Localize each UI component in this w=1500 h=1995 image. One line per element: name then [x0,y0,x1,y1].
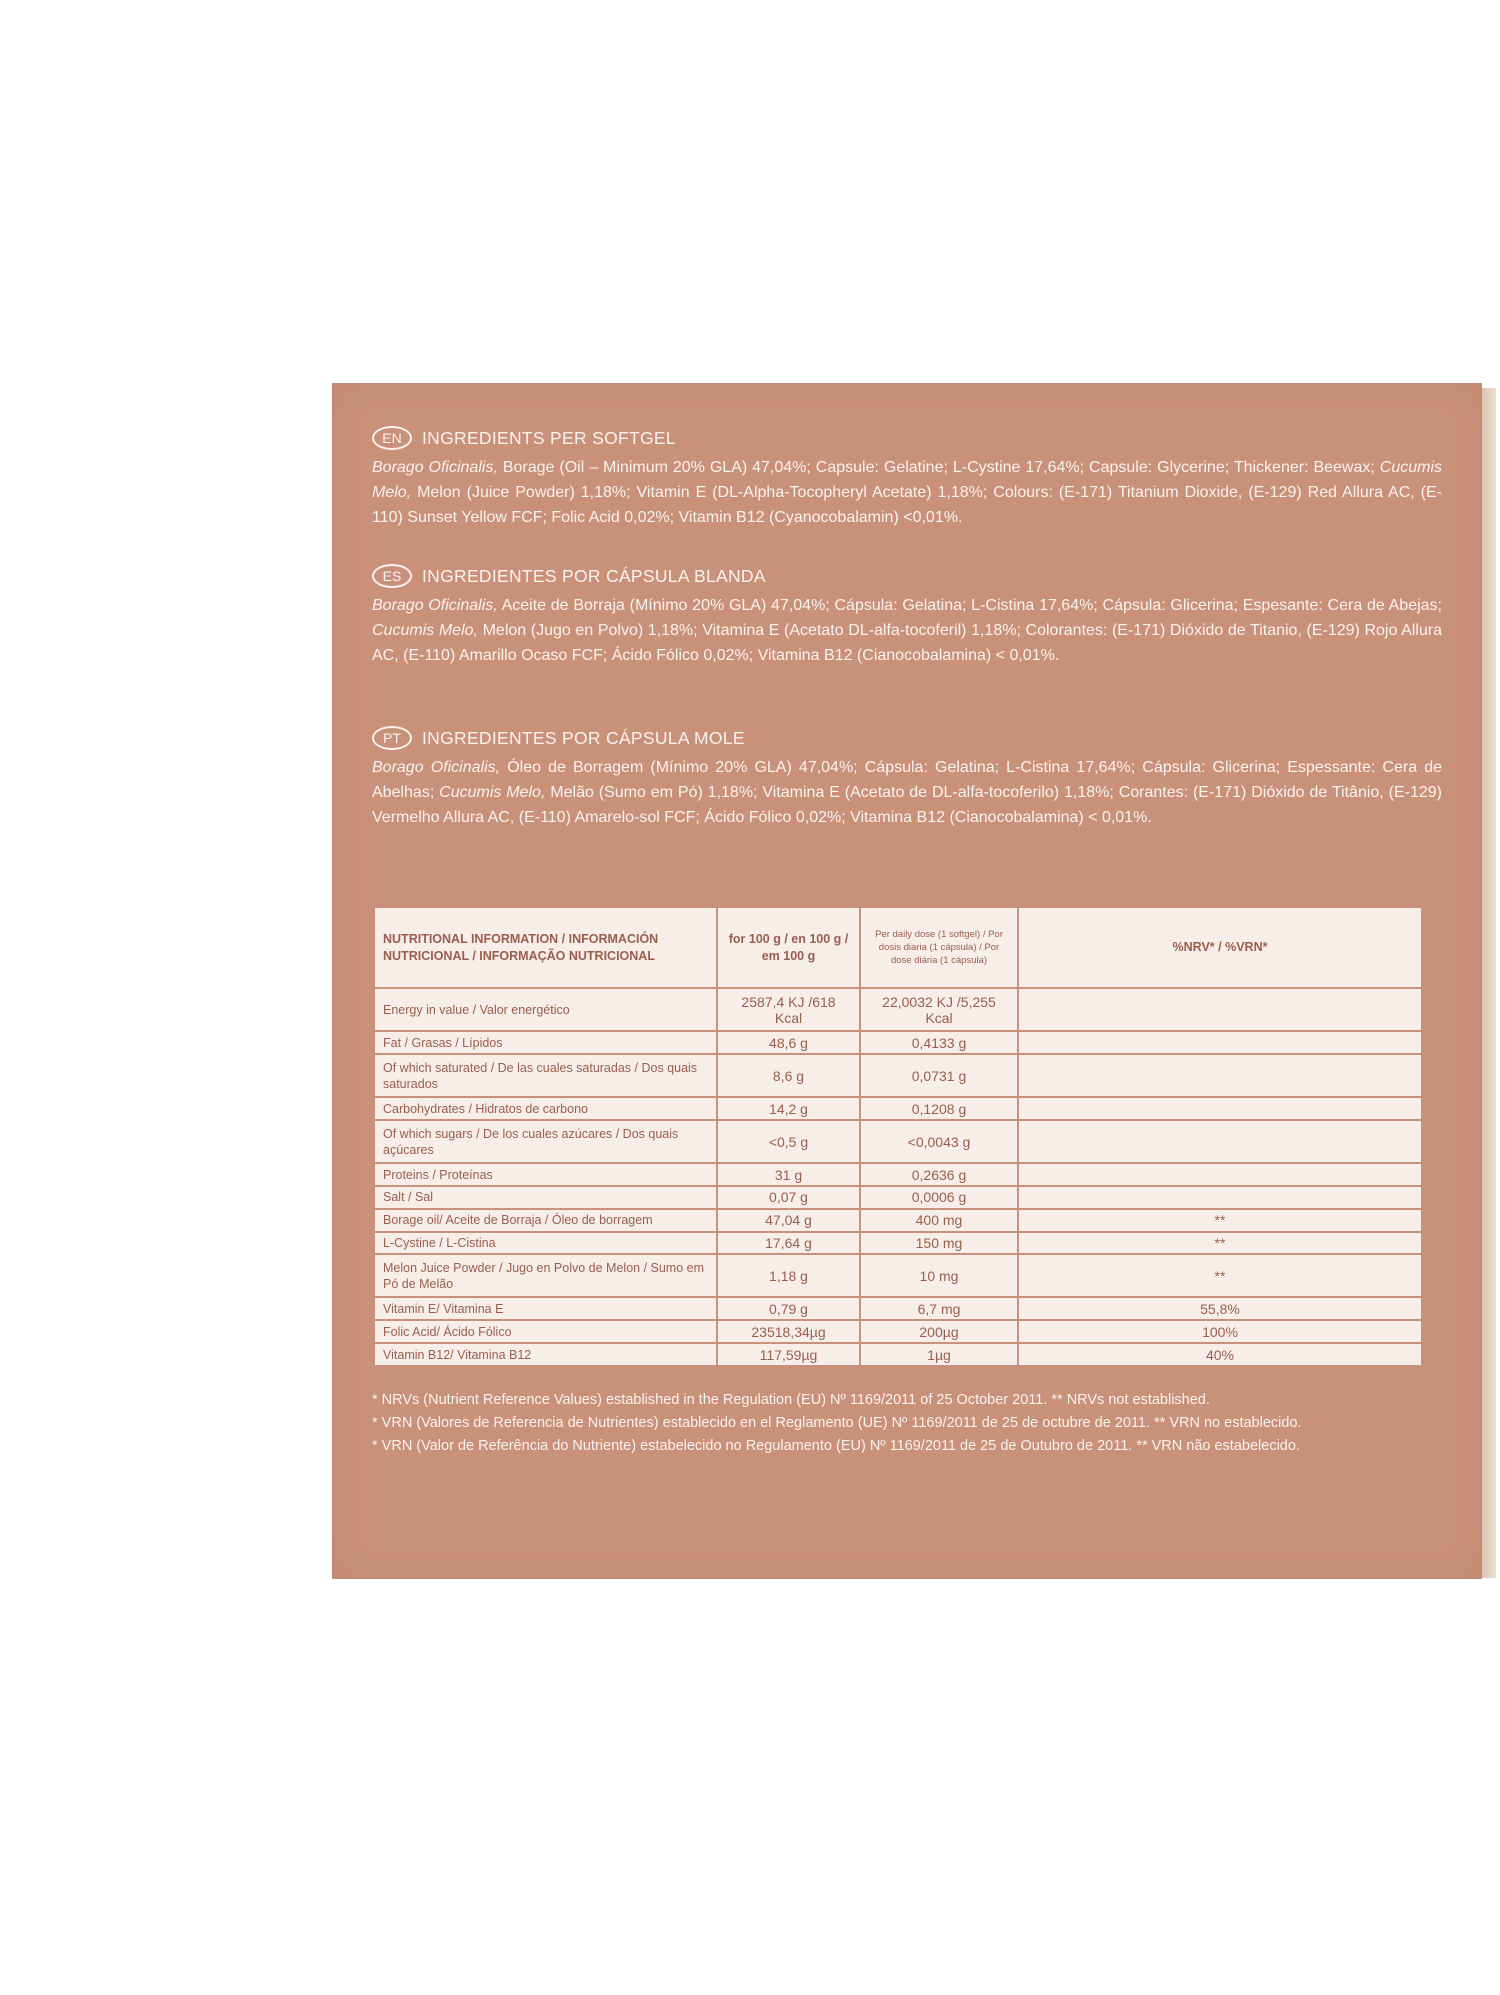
footnotes [372,1389,1447,1458]
cell-nutrient: Of which saturated / De las cuales saturadas / Dos quais saturados [374,1054,717,1097]
cell-per-dose: 0,0731 g [860,1054,1018,1097]
section-es [372,561,1442,668]
cell-per-100g: 48,6 g [717,1031,860,1054]
table-row [374,1097,1422,1120]
section-heading [372,723,1442,753]
table-row [374,1209,1422,1232]
cell-nrv [1018,1120,1422,1163]
footnote-en: * NRVs (Nutrient Reference Values) established in the Regulation (EU) Nº 1169/2011 of 25 October 2011. ** NRVs not established. [372,1392,1210,1408]
cell-nrv [1018,1054,1422,1097]
box-side-edge [1482,388,1496,1578]
cell-per-dose: <0,0043 g [860,1120,1018,1163]
ingredients-part2: Melon (Juice Powder) 1,18%; Vitamin E (DL-Alpha-Tocopheryl Acetate) 1,18%; Colours: (E-171) Titanium Dioxide, (E-129) Red Allura AC, (E-110) Sunset Yellow FCF; Folic Acid 0,02%; Vitamin B12 (Cyanocobalamin) <0,01%. [372,484,1442,526]
table-row [374,1120,1422,1163]
section-pt [372,723,1442,830]
cell-nutrient: Proteins / Proteínas [374,1163,717,1186]
section-heading [372,423,1442,453]
cell-per-dose: 150 mg [860,1232,1018,1255]
ingredients-panel [332,383,1482,1579]
cell-per-dose: 0,1208 g [860,1097,1018,1120]
cell-nrv: 40% [1018,1343,1422,1366]
cell-per-100g: 1,18 g [717,1254,860,1297]
section-en [372,423,1442,530]
cell-nrv [1018,1186,1422,1209]
cell-per-100g: 2587,4 KJ /618 Kcal [717,988,860,1031]
cell-nrv [1018,988,1422,1031]
cell-per-dose: 22,0032 KJ /5,255 Kcal [860,988,1018,1031]
header-per-dose: Per daily dose (1 softgel) / Por dosis diaria (1 cápsula) / Por dose diária (1 cápsula) [860,907,1018,988]
cell-per-dose: 0,4133 g [860,1031,1018,1054]
nutrition-table-grid [373,906,1423,1367]
cell-nutrient: Melon Juice Powder / Jugo en Polvo de Melon / Sumo em Pó de Melão [374,1254,717,1297]
header-nrv: %NRV* / %VRN* [1018,907,1422,988]
cell-nrv: ** [1018,1232,1422,1255]
cell-per-dose: 6,7 mg [860,1297,1018,1320]
cell-nrv [1018,1031,1422,1054]
table-body [374,988,1422,1366]
table-row [374,1232,1422,1255]
language-badge-pt: PT [372,726,412,750]
cell-nutrient: Folic Acid/ Ácido Fólico [374,1320,717,1343]
cell-per-100g: 8,6 g [717,1054,860,1097]
table-row [374,1031,1422,1054]
cell-nutrient: Borage oil/ Aceite de Borraja / Óleo de borragem [374,1209,717,1232]
table-row [374,1254,1422,1297]
language-badge-en: EN [372,426,412,450]
cell-nutrient: Carbohydrates / Hidratos de carbono [374,1097,717,1120]
table-row [374,1054,1422,1097]
table-row [374,988,1422,1031]
ingredients-part1: Óleo de Borragem (Mínimo 20% GLA) 47,04%; Cápsula: Gelatina; L-Cistina 17,64%; Cápsula: Glicerina; Espessante: Cera de Abelhas; [372,759,1443,801]
nutrition-table [373,906,1423,1367]
footnote-es: * VRN (Valores de Referencia de Nutrientes) establecido en el Reglamento (UE) Nº 1169/2011 de 25 de octubre de 2011. ** VRN no establecido. [372,1415,1302,1431]
table-row [374,1163,1422,1186]
cell-per-100g: 0,79 g [717,1297,860,1320]
cell-per-100g: 117,59µg [717,1343,860,1366]
ingredients-part2: Melão (Sumo em Pó) 1,18%; Vitamina E (Acetato de DL-alfa-tocoferilo) 1,18%; Corantes: (E-171) Dióxido de Titânio, (E-129) Vermelho Allura AC, (E-110) Amarelo-sol FCF; Ácido Fólico 0,02%; Vitamina B12 (Cianocobalamina) < 0,01%. [372,784,1442,826]
cell-per-100g: 47,04 g [717,1209,860,1232]
cell-per-100g: <0,5 g [717,1120,860,1163]
cell-nutrient: Vitamin B12/ Vitamina B12 [374,1343,717,1366]
heading-text: INGREDIENTES POR CÁPSULA BLANDA [422,565,766,586]
cell-nrv: ** [1018,1209,1422,1232]
cell-per-dose: 400 mg [860,1209,1018,1232]
cell-nutrient: Vitamin E/ Vitamina E [374,1297,717,1320]
cell-per-dose: 1µg [860,1343,1018,1366]
species-name-2: Cucumis Melo, [439,784,546,801]
cell-per-100g: 31 g [717,1163,860,1186]
cell-nrv [1018,1097,1422,1120]
cell-per-dose: 0,2636 g [860,1163,1018,1186]
cell-nutrient: L-Cystine / L-Cistina [374,1232,717,1255]
table-row [374,1297,1422,1320]
cell-per-dose: 0,0006 g [860,1186,1018,1209]
species-name: Borago Oficinalis, [372,759,501,776]
cell-per-dose: 200µg [860,1320,1018,1343]
footnote-pt: * VRN (Valor de Referência do Nutriente) estabelecido no Regulamento (EU) Nº 1169/2011 de 25 de Outubro de 2011. ** VRN não estabelecido. [372,1438,1300,1454]
species-name-2: Cucumis Melo, [372,459,1443,501]
cell-nrv: 55,8% [1018,1297,1422,1320]
table-row [374,1343,1422,1366]
table-header-row [374,907,1422,988]
cell-nutrient: Energy in value / Valor energético [374,988,717,1031]
cell-nutrient: Salt / Sal [374,1186,717,1209]
cell-nrv [1018,1163,1422,1186]
cell-nutrient: Of which sugars / De los cuales azúcares / Dos quais açúcares [374,1120,717,1163]
species-name-2: Cucumis Melo, [372,622,478,639]
ingredients-part1: Aceite de Borraja (Mínimo 20% GLA) 47,04%; Cápsula: Gelatina; L-Cistina 17,64%; Cápsula: Glicerina; Espesante: Cera de Abejas; [497,597,1443,614]
cell-nrv: ** [1018,1254,1422,1297]
table-row [374,1320,1422,1343]
cell-nrv: 100% [1018,1320,1422,1343]
ingredients-part2: Melon (Jugo en Polvo) 1,18%; Vitamina E (Acetato DL-alfa-tocoferil) 1,18%; Colorantes: (E-171) Dióxido de Titanio, (E-129) Rojo Allura AC, (E-110) Amarillo Ocaso FCF; Ácido Fólico 0,02%; Vitamina B12 (Cianocobalamina) < 0,01%. [372,622,1443,664]
header-nutritional-info: NUTRITIONAL INFORMATION / INFORMACIÓN NUTRICIONAL / INFORMAÇÃO NUTRICIONAL [374,907,717,988]
ingredients-text [372,593,1442,668]
language-badge-es: ES [372,564,412,588]
header-per-100g: for 100 g / en 100 g / em 100 g [717,907,860,988]
cell-per-dose: 10 mg [860,1254,1018,1297]
cell-nutrient: Fat / Grasas / Lípidos [374,1031,717,1054]
section-heading [372,561,1442,591]
cell-per-100g: 0,07 g [717,1186,860,1209]
ingredients-text [372,455,1442,530]
ingredients-text [372,755,1442,830]
table-row [374,1186,1422,1209]
heading-text: INGREDIENTS PER SOFTGEL [422,427,676,448]
species-name: Borago Oficinalis, [372,597,498,614]
species-name: Borago Oficinalis, [372,459,498,476]
ingredients-part1: Borage (Oil – Minimum 20% GLA) 47,04%; Capsule: Gelatine; L-Cystine 17,64%; Capsule: Glycerine; Thickener: Beewax; [497,459,1380,476]
heading-text: INGREDIENTES POR CÁPSULA MOLE [422,727,745,748]
cell-per-100g: 14,2 g [717,1097,860,1120]
cell-per-100g: 17,64 g [717,1232,860,1255]
cell-per-100g: 23518,34µg [717,1320,860,1343]
